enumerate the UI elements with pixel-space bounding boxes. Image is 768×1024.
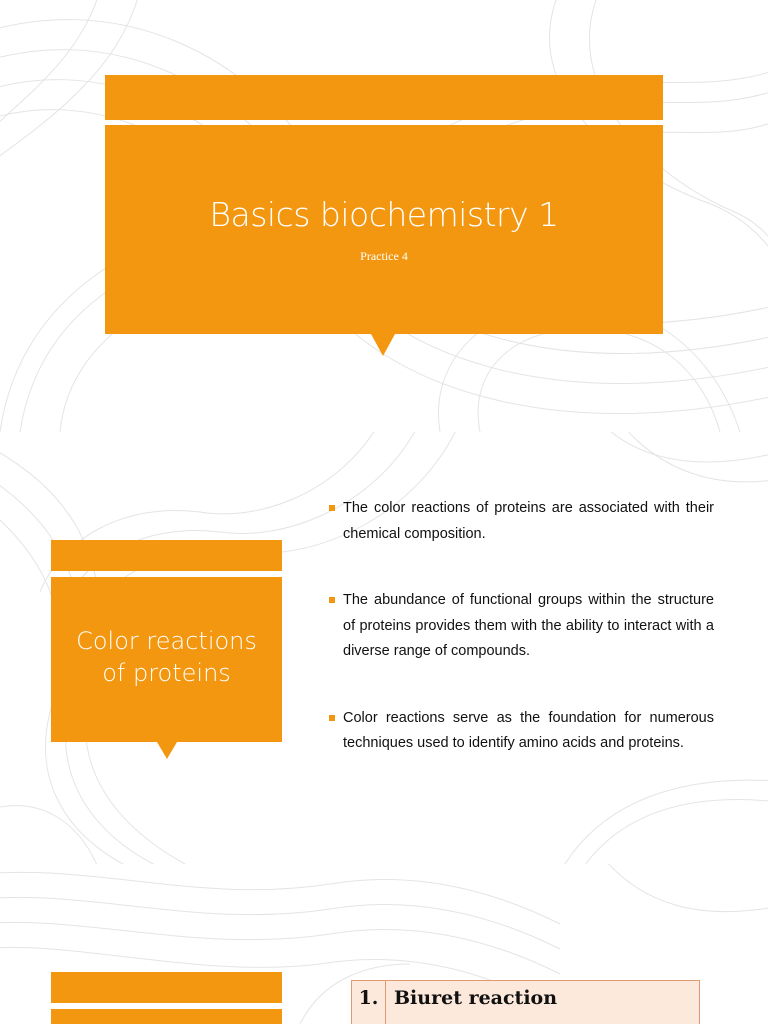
slide-title: Basics biochemistry 1 [209,195,559,234]
square-bullet-icon [329,505,335,511]
section-title-line-1: Color reactions [76,627,257,655]
bullet-text: The color reactions of proteins are associated with their chemical composition. [343,500,714,542]
reaction-slide [0,864,768,1024]
reaction-table [351,980,700,1024]
title-slide [0,0,768,432]
table-number-cell: 1. [352,981,386,1024]
title-banner [105,125,663,334]
bullet-text: The abundance of functional groups within the structure of proteins provides them with the ability to interact with a diverse range of compounds. [343,592,714,659]
section-title-line-2: of proteins [102,659,231,687]
list-item [328,588,714,665]
list-item [328,706,714,757]
title-accent-strip [105,75,663,120]
slide-subtitle: Practice 4 [360,249,408,263]
pointer-triangle-icon [371,334,395,356]
square-bullet-icon [329,715,335,721]
content-slide [0,432,768,864]
square-bullet-icon [329,597,335,603]
section-accent-strip [51,972,282,1003]
section-title [51,625,282,689]
list-item [328,496,714,547]
section-banner [51,577,282,742]
section-banner [51,1009,282,1024]
bullet-list [328,496,714,798]
pointer-triangle-icon [157,742,177,759]
table-title-cell: Biuret reaction [394,987,558,1009]
section-accent-strip [51,540,282,571]
bullet-text: Color reactions serve as the foundation for numerous techniques used to identify amino acids and proteins. [343,709,714,751]
